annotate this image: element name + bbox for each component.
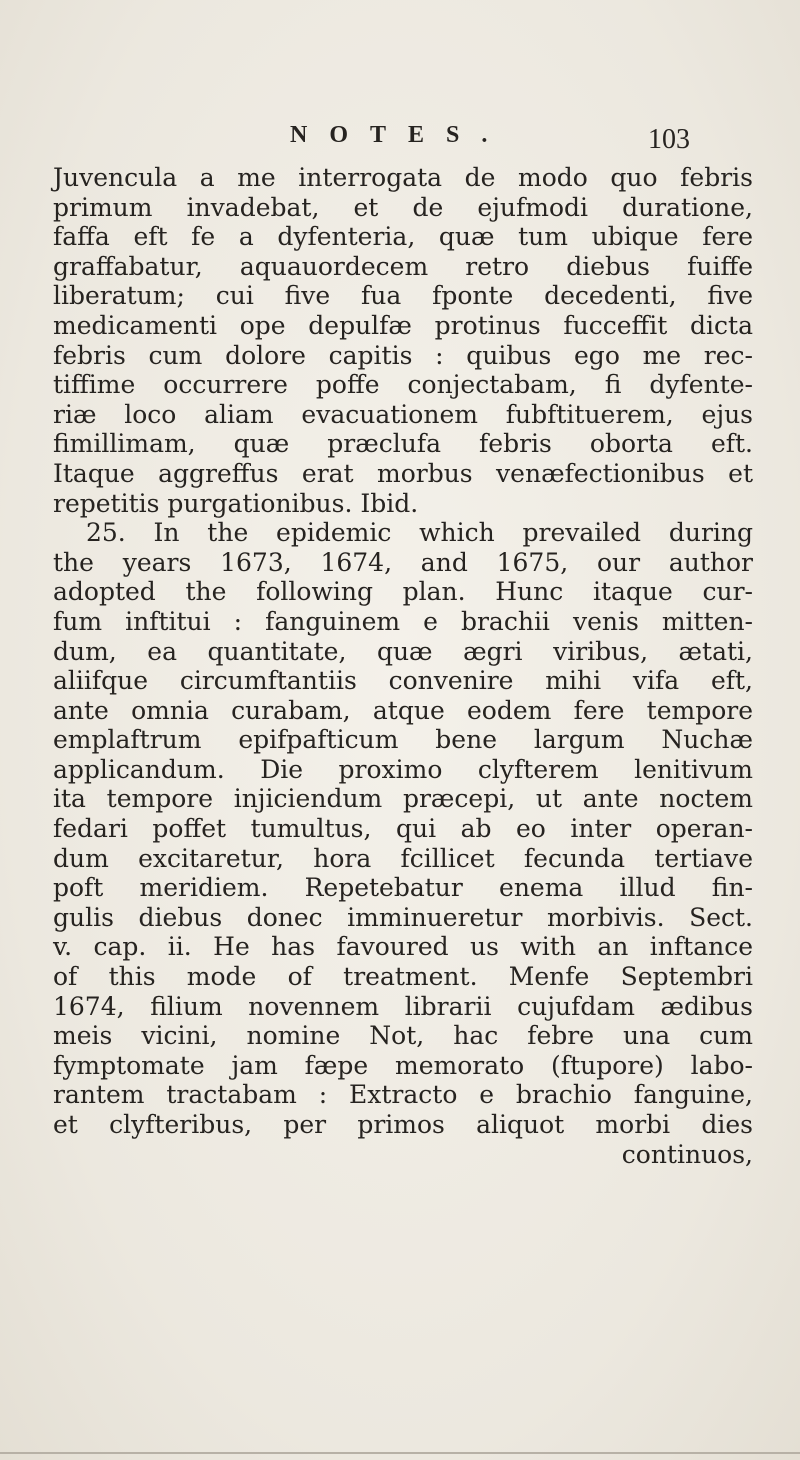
text-line: liberatum; cui five fua fponte decedenti, five: [53, 281, 753, 311]
text-line: dum excitaretur, hora fcillicet fecunda tertiave: [53, 843, 753, 873]
text-line: fedari poffet tumultus, qui ab eo inter operan-: [53, 814, 753, 844]
body-text: [53, 163, 753, 1169]
catchword: continuos,: [621, 1139, 753, 1169]
text-line: dum, ea quantitate, quæ ægri viribus, ætati,: [53, 636, 753, 666]
text-line: poft meridiem. Repetebatur enema illud fin-: [53, 873, 753, 903]
paragraph-2: [53, 518, 753, 1169]
text-line: adopted the following plan. Hunc itaque cur-: [53, 577, 753, 607]
text-line: Juvencula a me interrogata de modo quo febris: [53, 163, 753, 192]
text-line: primum invadebat, et de ejufmodi duratione,: [53, 192, 753, 222]
text-line: 1674, filium novennem librarii cujufdam ædibus: [53, 991, 753, 1021]
text-line: meis vicini, nomine Not, hac febre una cum: [53, 1021, 753, 1051]
text-line: fimillimam, quæ præclufa febris oborta eft.: [53, 429, 753, 459]
text-line: emplaftrum epifpafticum bene largum Nuchæ: [53, 725, 753, 755]
text-line: febris cum dolore capitis : quibus ego me rec-: [53, 340, 753, 370]
text-line: 25. In the epidemic which prevailed during: [86, 518, 753, 548]
text-line: fymptomate jam fæpe memorato (ftupore) labo-: [53, 1050, 753, 1080]
text-line: Itaque aggreffus erat morbus venæfectionibus et: [53, 458, 753, 488]
running-title: NOTES.: [290, 122, 510, 148]
text-line: graffabatur, aquauordecem retro diebus fuiffe: [53, 251, 753, 281]
text-line: rantem tractabam : Extracto e brachio fanguine,: [53, 1080, 753, 1110]
running-head: [0, 122, 800, 162]
text-line: fum inftitui : fanguinem e brachii venis mitten-: [53, 606, 753, 636]
page-number: 103: [648, 124, 690, 155]
text-line: applicandum. Die proximo clyfterem lenitivum: [53, 754, 753, 784]
text-line: faffa eft fe a dyfenteria, quæ tum ubique fere: [53, 222, 753, 252]
text-line: gulis diebus donec imminueretur morbivis. Sect.: [53, 902, 753, 932]
page-edge-divider: [0, 1452, 800, 1454]
text-line: medicamenti ope depulfæ protinus fucceffit dicta: [53, 310, 753, 340]
text-line: ita tempore injiciendum præcepi, ut ante noctem: [53, 784, 753, 814]
text-line: of this mode of treatment. Menfe Septembri: [53, 962, 753, 992]
text-line: v. cap. ii. He has favoured us with an inftance: [53, 932, 753, 962]
text-line: repetitis purgationibus. Ibid.: [53, 488, 419, 518]
text-line: riæ loco aliam evacuationem fubftituerem, ejus: [53, 399, 753, 429]
text-line: tiffime occurrere poffe conjectabam, fi dyfente-: [53, 370, 753, 400]
text-line: et clyfteribus, per primos aliquot morbi dies: [53, 1110, 753, 1139]
paragraph-1: [53, 163, 753, 518]
text-line: ante omnia curabam, atque eodem fere tempore: [53, 695, 753, 725]
text-line: aliifque circumftantiis convenire mihi vifa eft,: [53, 666, 753, 696]
text-line: the years 1673, 1674, and 1675, our author: [53, 547, 753, 577]
